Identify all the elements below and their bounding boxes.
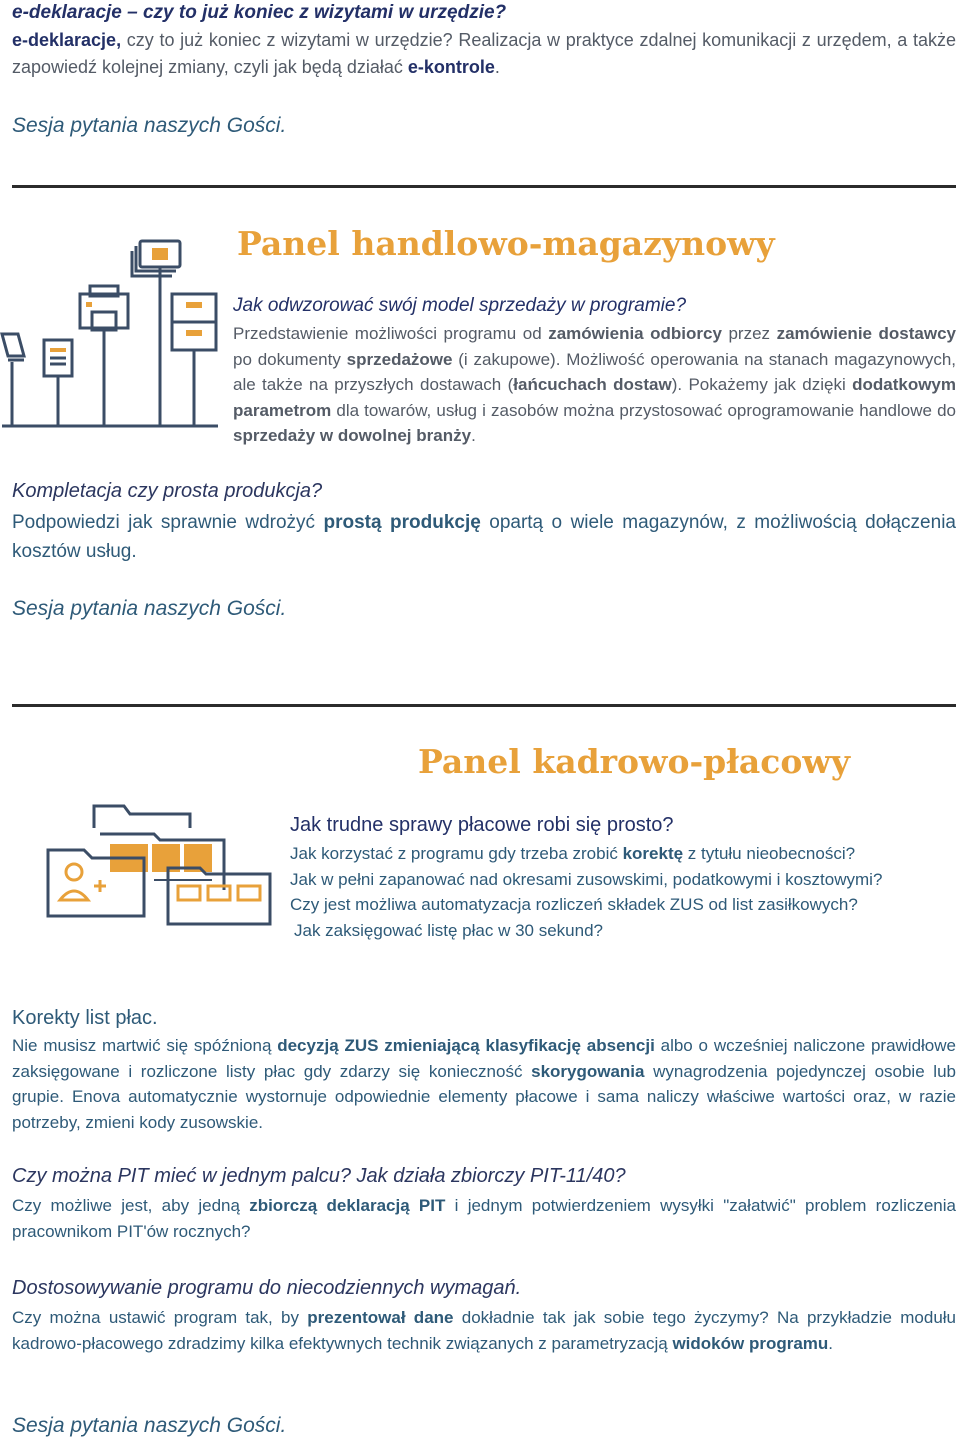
warehouse-documents-icon [0,236,220,428]
dostosowywanie-heading: Dostosowywanie programu do niecodziennych wymagań. [12,1277,522,1299]
kompletacja-heading: Kompletacja czy prosta produkcja? [12,480,323,502]
panel2-line-3: Czy jest możliwa automatyzacja rozliczeń składek ZUS od list zasiłkowych? [290,895,858,914]
kompletacja-paragraph: Podpowiedzi jak sprawnie wdrożyć prostą produkcję opartą o wiele magazynów, z możliwością dołączenia kosztów usług. [12,512,956,562]
session-note-2: Sesja pytania naszych Gości. [12,597,287,620]
divider-1 [12,185,956,188]
divider-2 [12,704,956,707]
panel1-description: Przedstawienie możliwości programu od zamówienia odbiorcy przez zamówienie dostawcy po dokumenty sprzedażowe (i zakupowe). Możliwość operowania na stanach magazynowych, ale także na przyszłych dostawach (łańcuchach dostaw). Pokażemy jak dzięki dodatkowym parametrom dla towarów, usług i zasobów można przystosować oprogramowanie handlowe do sprzedaży w dowolnej branży. [233,324,957,445]
panel2-question: Jak trudne sprawy płacowe robi się prosto? [290,814,674,836]
e-deklaracje-heading: e-deklaracje – czy to już koniec z wizytami w urzędzie? [12,2,507,23]
panel1-question: Jak odwzorować swój model sprzedaży w programie? [233,295,687,316]
panel2-line-4: Jak zaksięgować listę płac w 30 sekund? [294,920,603,940]
hr-folders-icon [44,800,272,928]
pit-paragraph: Czy możliwe jest, aby jedną zbiorczą deklaracją PIT i jednym potwierdzeniem wysyłki "załatwić" problem rozliczenia pracownikom PIT'ów rocznych? [12,1196,956,1241]
korekty-paragraph: Nie musisz martwić się spóźnioną decyzją ZUS zmieniającą klasyfikację absencji albo o wcześniej naliczone prawidłowe zaksięgowane i rozliczone listy płac gdy zdarzy się konieczność skorygowania wynagrodzenia pojedynczej osobie lub grupie. Enova automatycznie wystornuje odpowiednie elementy płacowe i sama naliczy właściwe wartości oraz, w razie potrzeby, zmieni kody zusowskie. [12,1036,956,1132]
e-deklaracje-paragraph: e-deklaracje, czy to już koniec z wizytami w urzędzie? Realizacja w praktyce zdalnej komunikacji z urzędem, a także zapowiedź kolejnej zmiany, czyli jak będą działać e-kontrole. [12,30,956,77]
dostosowywanie-paragraph: Czy można ustawić program tak, by prezentował dane dokładnie tak jak sobie tego życzymy? Na przykładzie modułu kadrowo-płacowego zdradzimy kilka efektywnych technik związanych z parametryzacją widoków programu. [12,1308,957,1353]
session-note-3: Sesja pytania naszych Gości. [12,1414,287,1437]
panel-handlowo-title: Panel handlowo-magazynowy [237,224,775,263]
korekty-heading: Korekty list płac. [12,1007,158,1029]
panel2-line-2: Jak w pełni zapanować nad okresami zusowskimi, podatkowymi i kosztowymi? [290,869,883,889]
session-note-1: Sesja pytania naszych Gości. [12,114,287,137]
panel-kadrowo-title: Panel kadrowo-płacowy [418,742,850,781]
pit-heading: Czy można PIT mieć w jednym palcu? Jak działa zbiorczy PIT-11/40? [12,1165,626,1187]
panel2-question-list [290,841,956,943]
panel2-line-1: Jak korzystać z programu gdy trzeba zrobić korektę z tytułu nieobecności? [290,844,856,863]
